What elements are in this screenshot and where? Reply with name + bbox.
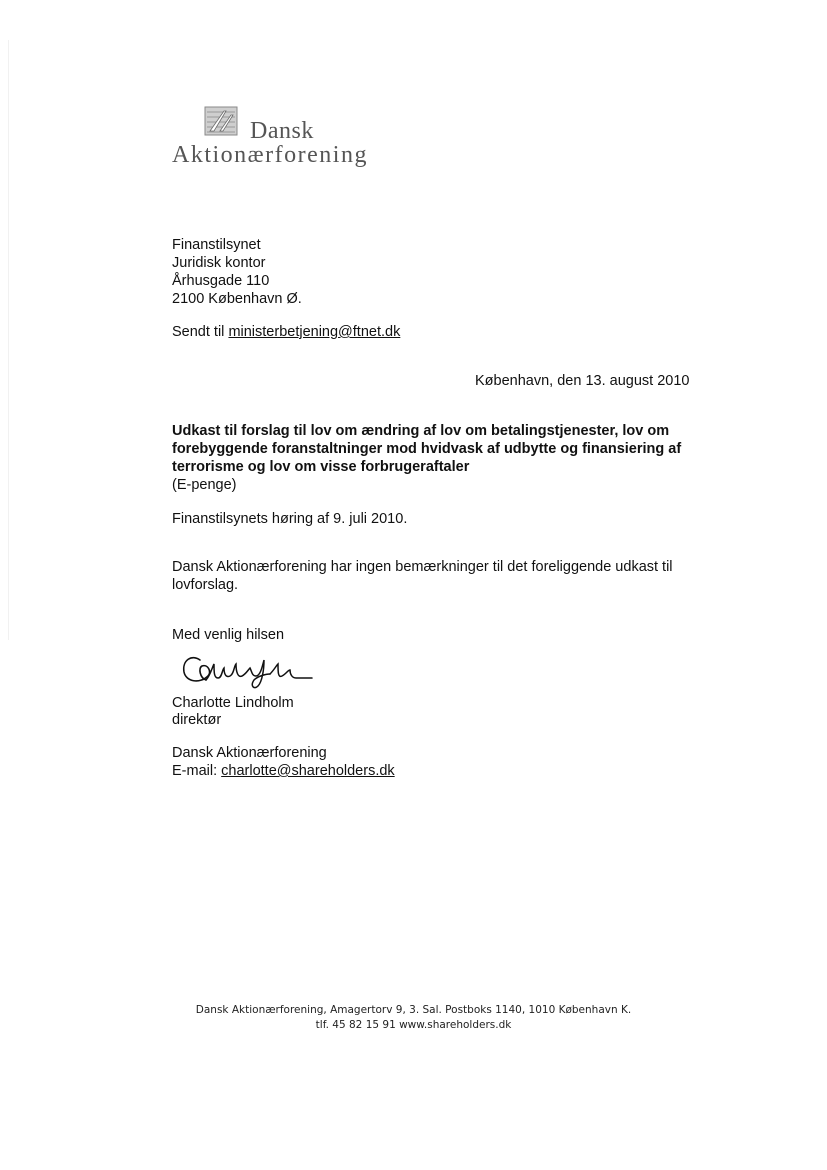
footer-contact: tlf. 45 82 15 91 www.shareholders.dk (315, 1019, 512, 1031)
organization-logo (172, 104, 372, 174)
handwritten-signature (178, 646, 318, 692)
signatory-email-line (172, 762, 395, 780)
footer-address: Dansk Aktionærforening, Amagertorv 9, 3. Sal. Postboks 1140, 1010 København K. (195, 1004, 632, 1016)
sent-to-line (172, 323, 400, 341)
recipient-city: 2100 København Ø. (172, 291, 302, 307)
signatory-email-link[interactable]: charlotte@shareholders.dk (221, 763, 395, 779)
closing-salutation: Med venlig hilsen (172, 627, 285, 643)
subject-line-3: terrorisme og lov om visse forbrugeraftaler (172, 459, 470, 475)
subject-line-2: forebyggende foranstaltninger mod hvidvask af udbytte og finansiering af (172, 441, 682, 457)
recipient-street: Århusgade 110 (172, 273, 270, 289)
recipient-name: Finanstilsynet (172, 237, 261, 253)
scan-edge-line (8, 40, 9, 640)
place-date: København, den 13. august 2010 (475, 373, 690, 389)
signatory-email-label: E-mail: (172, 763, 218, 779)
logo-text-aktionaerforening: Aktionærforening (172, 142, 368, 168)
subject-line-4: (E-penge) (172, 477, 237, 493)
signatory-organization: Dansk Aktionærforening (172, 745, 327, 761)
hearing-reference: Finanstilsynets høring af 9. juli 2010. (172, 511, 408, 527)
sent-to-email-link[interactable]: ministerbetjening@ftnet.dk (228, 324, 401, 340)
body-line-2: lovforslag. (172, 577, 239, 593)
body-line-1: Dansk Aktionærforening har ingen bemærkninger til det foreliggende udkast til (172, 559, 673, 575)
signatory-title: direktør (172, 712, 222, 728)
sent-to-prefix: Sendt til (172, 324, 225, 340)
logo-text-dansk: Dansk (250, 118, 314, 144)
signatory-name: Charlotte Lindholm (172, 695, 294, 711)
logo-emblem-icon (204, 106, 238, 136)
subject-line-1: Udkast til forslag til lov om ændring af lov om betalingstjenester, lov om (172, 423, 670, 439)
recipient-department: Juridisk kontor (172, 255, 266, 271)
